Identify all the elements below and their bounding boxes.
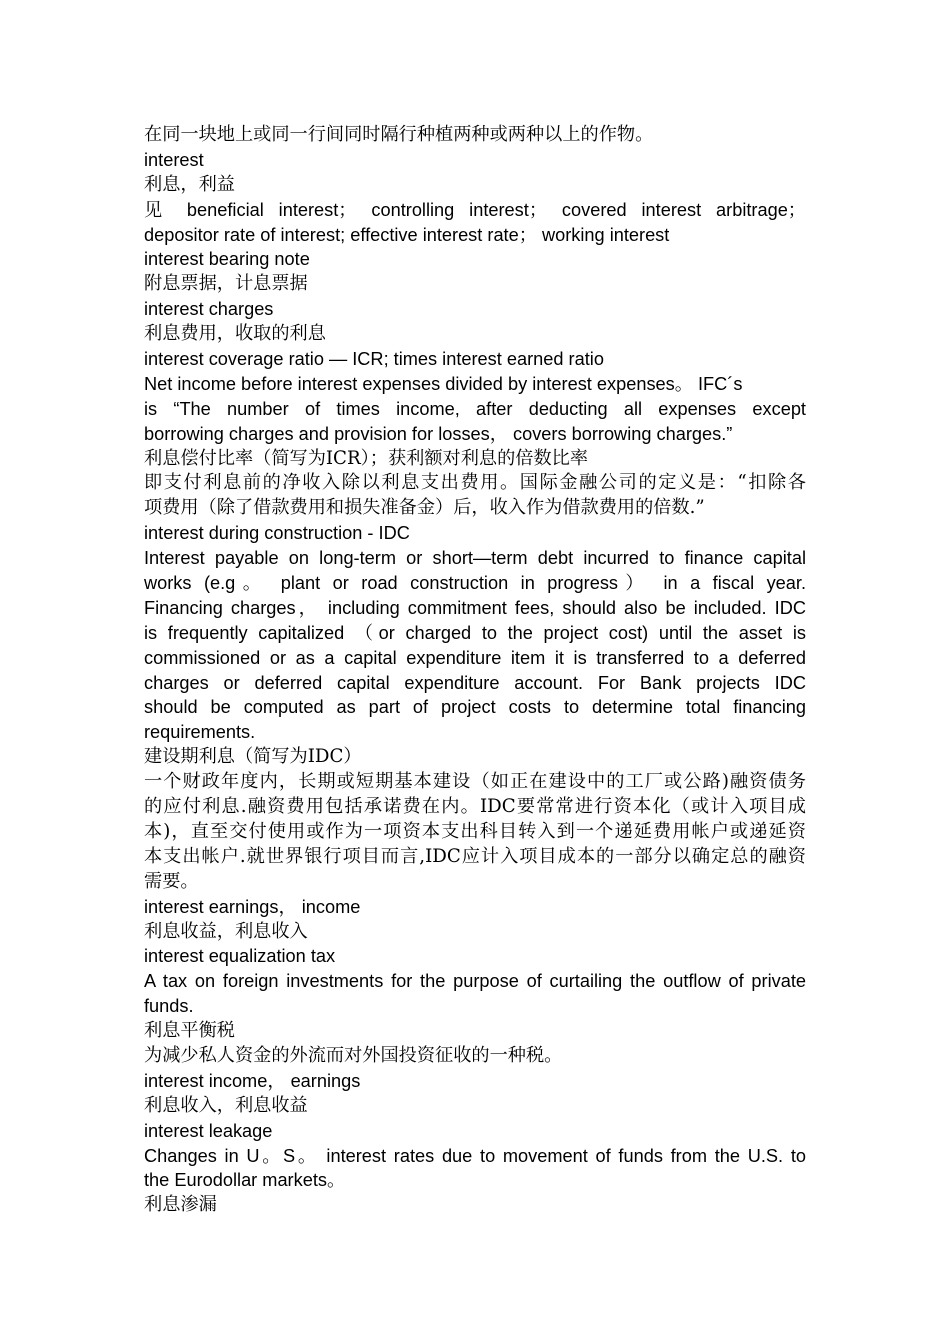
english-text-line: A tax on foreign investments for the purpose of curtailing the outflow of private <box>144 971 806 992</box>
english-text-line: Net income before interest expenses divided by interest expenses。 IFC´s <box>144 373 743 394</box>
chinese-text-line: 本)，直至交付使用或作为一项资本支出科目转入到一个递延费用帐户或递延资 <box>144 820 806 842</box>
english-text-line: works (e.g。 plant or road construction in progress） in a fiscal year. <box>144 573 806 594</box>
chinese-text-line: 附息票据，计息票据 <box>144 273 308 295</box>
english-text-line: interest during construction - IDC <box>144 523 410 544</box>
chinese-text-line: 利息渗漏 <box>144 1194 217 1216</box>
english-text-line: requirements. <box>144 722 256 743</box>
english-text-line: should be computed as part of project costs to determine total financing <box>144 697 806 718</box>
chinese-text-line: 一个财政年度内，长期或短期基本建设（如正在建设中的工厂或公路)融资债务 <box>144 771 806 793</box>
chinese-text-line: 即支付利息前的净收入除以利息支出费用。国际金融公司的定义是：“扣除各 <box>144 472 806 494</box>
chinese-text-line: 为减少私人资金的外流而对外国投资征收的一种税。 <box>144 1044 563 1066</box>
chinese-text-line: 的应付利息.融资费用包括承诺费在内。IDC要常常进行资本化（或计入项目成 <box>144 796 806 818</box>
chinese-text-line: 利息费用，收取的利息 <box>144 323 326 345</box>
english-text-line: charges or deferred capital expenditure account. For Bank projects IDC <box>144 672 806 693</box>
english-text-line: borrowing charges and provision for losses， covers borrowing charges.” <box>144 423 733 444</box>
chinese-text-line: 建设期利息（简写为IDC） <box>144 746 362 768</box>
english-text-line: interest bearing note <box>144 249 310 270</box>
english-text-line: commissioned or as a capital expenditure item it is transferred to a deferred <box>144 647 806 668</box>
english-text-line: is “The number of times income, after deducting all expenses except <box>144 398 806 419</box>
chinese-text-line: 项费用（除了借款费用和损失准备金）后，收入作为借款费用的倍数.” <box>144 497 705 519</box>
chinese-text-line: 在同一块地上或同一行间同时隔行种植两种或两种以上的作物。 <box>144 124 654 145</box>
english-text-line: Interest payable on long-term or short—term debt incurred to finance capital <box>144 548 806 569</box>
english-text-line: funds. <box>144 996 194 1017</box>
chinese-text-line: 利息偿付比率（简写为ICR）；获利额对利息的倍数比率 <box>144 447 589 469</box>
english-text-line: interest leakage <box>144 1120 273 1141</box>
english-text-line: interest coverage ratio — ICR; times interest earned ratio <box>144 349 604 370</box>
chinese-text-line: 利息收入，利息收益 <box>144 1094 308 1116</box>
chinese-text-line: 本支出帐户.就世界银行项目而言,IDC应计入项目成本的一部分以确定总的融资 <box>144 845 806 867</box>
english-text-line: interest equalization tax <box>144 946 336 967</box>
english-text-line: interest charges <box>144 299 274 320</box>
english-text-line: interest earnings， income <box>144 896 361 917</box>
english-text-line: the Eurodollar markets。 <box>144 1170 346 1191</box>
english-text-line: is frequently capitalized （or charged to the project cost) until the asset is <box>144 622 806 643</box>
chinese-text-line: 利息收益，利息收入 <box>144 920 308 942</box>
english-text-line: interest income， earnings <box>144 1070 361 1091</box>
english-text-line: Financing charges， including commitment fees, should also be included. IDC <box>144 597 806 618</box>
chinese-text-line: 利息，利益 <box>144 173 235 195</box>
english-text-line: 见 beneficial interest； controlling interest； covered interest arbitrage； <box>144 199 806 220</box>
document-page <box>144 123 806 1218</box>
chinese-text-line: 利息平衡税 <box>144 1020 235 1042</box>
english-text-line: Changes in U。S。 interest rates due to movement of funds from the U.S. to <box>144 1145 806 1166</box>
english-text-line: interest <box>144 149 204 170</box>
chinese-text-line: 需要。 <box>144 870 199 892</box>
english-text-line: depositor rate of interest; effective interest rate； working interest <box>144 224 670 245</box>
